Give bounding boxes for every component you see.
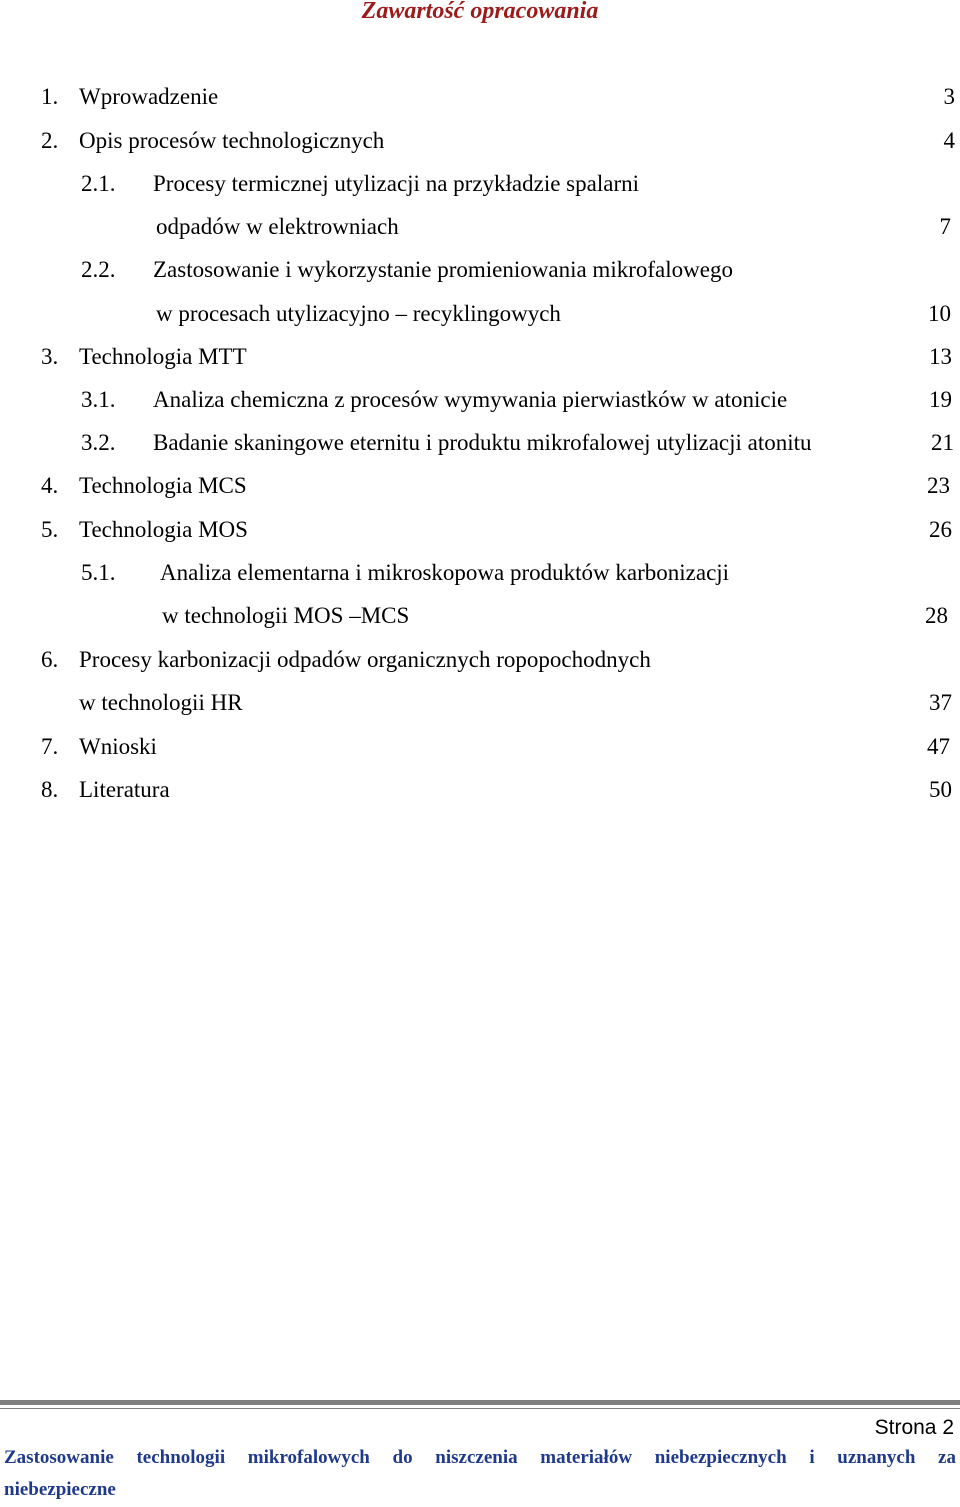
footer-title: Zastosowanie technologii mikrofalowych do niszczenia materiałów niebezpiecznych i uznanych za <box>4 1447 956 1468</box>
footer-title-continuation: niebezpieczne <box>4 1479 116 1500</box>
toc-title: Opis procesów technologicznych <box>79 128 385 153</box>
toc-entry[interactable] <box>41 82 955 112</box>
toc-entry[interactable] <box>41 342 952 372</box>
toc-number: 2. <box>41 128 59 153</box>
toc-title: odpadów w elektrowniach <box>156 214 399 239</box>
toc-number: 3.2. <box>81 430 116 455</box>
toc-page: 7 <box>939 214 951 239</box>
toc-number: 5. <box>41 517 59 542</box>
toc-title: Analiza elementarna i mikroskopowa produktów karbonizacji <box>160 560 730 585</box>
toc-page: 19 <box>929 387 952 412</box>
toc-title: Wnioski <box>79 734 157 759</box>
toc-number: 2.1. <box>81 171 116 196</box>
toc-number: 3. <box>41 344 59 369</box>
toc-number: 5.1. <box>81 560 116 585</box>
toc-page: 23 <box>927 473 950 498</box>
toc-title: Procesy karbonizacji odpadów organicznych ropopochodnych <box>79 647 651 672</box>
footer-divider <box>0 1400 960 1405</box>
toc-title: w technologii MOS –MCS <box>162 603 410 628</box>
toc-page: 47 <box>927 734 950 759</box>
toc-page: 21 <box>931 430 954 455</box>
toc-entry-continuation[interactable] <box>81 212 951 242</box>
toc-page: 26 <box>929 517 952 542</box>
toc-page: 28 <box>925 603 948 628</box>
toc-entry[interactable] <box>81 255 955 285</box>
toc-title: Technologia MTT <box>79 344 247 369</box>
toc-entry[interactable] <box>41 471 950 501</box>
toc-number: 6. <box>41 647 59 672</box>
toc-title: Literatura <box>79 777 170 802</box>
toc-page: 50 <box>929 777 952 802</box>
footer-divider-thin <box>0 1408 960 1409</box>
toc-title: Badanie skaningowe eternitu i produktu mikrofalowej utylizacji atonitu <box>153 430 812 455</box>
toc-entry[interactable] <box>41 775 952 805</box>
toc-number: 2.2. <box>81 257 116 282</box>
toc-entry[interactable] <box>41 126 955 156</box>
toc-title: Zastosowanie i wykorzystanie promieniowania mikrofalowego <box>153 257 733 282</box>
toc-page: 10 <box>928 301 951 326</box>
toc-entry-continuation[interactable] <box>41 688 952 718</box>
toc-title: Procesy termicznej utylizacji na przykładzie spalarni <box>153 171 639 196</box>
toc-title: Analiza chemiczna z procesów wymywania pierwiastków w atonicie <box>153 387 788 412</box>
document-title: Zawartość opracowania <box>361 0 599 24</box>
toc-entry[interactable] <box>81 385 952 415</box>
toc-entry[interactable] <box>81 169 955 199</box>
toc-page: 13 <box>929 344 952 369</box>
page-number: Strona 2 <box>874 1416 954 1439</box>
toc-title: w procesach utylizacyjno – recyklingowych <box>156 301 561 326</box>
toc-entry[interactable] <box>41 732 950 762</box>
toc-title: Wprowadzenie <box>79 84 219 109</box>
toc-number: 3.1. <box>81 387 116 412</box>
toc-number: 7. <box>41 734 59 759</box>
toc-title: w technologii HR <box>79 690 243 715</box>
toc-entry[interactable] <box>41 645 952 675</box>
toc-number: 1. <box>41 84 59 109</box>
toc-page: 4 <box>943 128 955 153</box>
toc-entry[interactable] <box>41 515 952 545</box>
toc-entry[interactable] <box>81 428 954 458</box>
toc-entry-continuation[interactable] <box>81 601 948 631</box>
toc-entry-continuation[interactable] <box>81 299 951 329</box>
toc-title: Technologia MOS <box>79 517 248 542</box>
toc-page: 37 <box>929 690 952 715</box>
toc-title: Technologia MCS <box>79 473 247 498</box>
toc-number: 8. <box>41 777 59 802</box>
toc-entry[interactable] <box>81 558 951 588</box>
toc-number: 4. <box>41 473 59 498</box>
toc-page: 3 <box>943 84 955 109</box>
